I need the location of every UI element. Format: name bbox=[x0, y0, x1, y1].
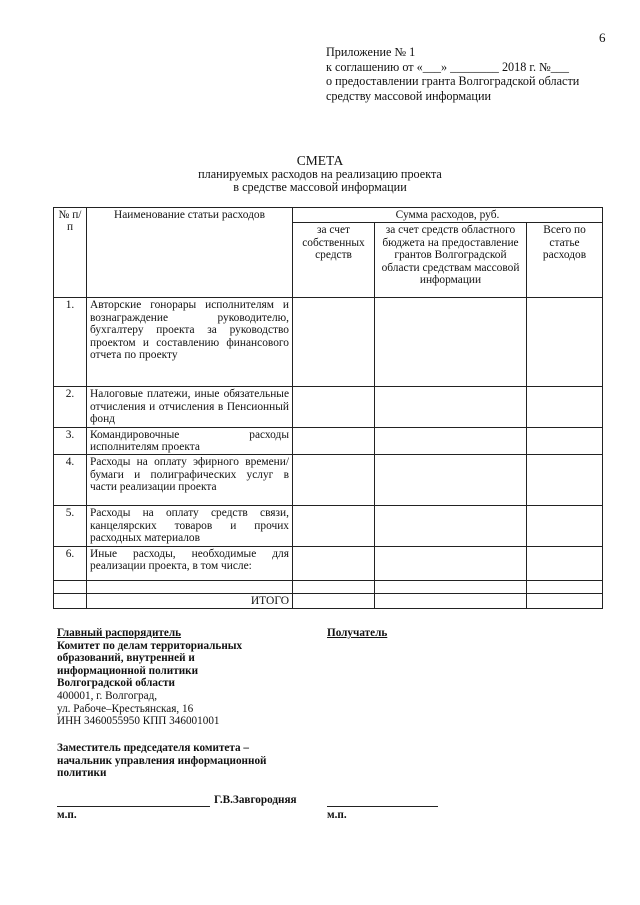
grantor-org-line-2: образований, внутренней и bbox=[57, 652, 195, 665]
header-number: № п/п bbox=[54, 208, 87, 298]
appendix-line-4: средству массовой информации bbox=[326, 88, 492, 103]
cell-own bbox=[293, 427, 375, 455]
cell-total bbox=[527, 546, 603, 580]
table-row bbox=[54, 298, 603, 387]
cell-own bbox=[293, 580, 375, 593]
table-row-empty bbox=[54, 580, 603, 593]
recipient-heading: Получатель bbox=[327, 627, 388, 639]
grantor-heading: Главный распорядитель bbox=[57, 627, 182, 639]
cell-total bbox=[527, 427, 603, 455]
title-line-2: планируемых расходов на реализацию проекта bbox=[198, 166, 442, 181]
cell-own bbox=[293, 506, 375, 546]
row-number: 6. bbox=[54, 546, 87, 580]
estimate-table bbox=[53, 207, 603, 609]
title-heading: СМЕТА bbox=[296, 153, 344, 168]
cell-budget bbox=[375, 298, 527, 387]
cell-total bbox=[527, 506, 603, 546]
cell-budget bbox=[375, 427, 527, 455]
grantor-address-line-2: ул. Рабоче–Крестьянская, 16 bbox=[57, 702, 194, 715]
grantor-block bbox=[57, 627, 317, 728]
recipient-seal-label: м.п. bbox=[327, 809, 347, 821]
cell-own bbox=[293, 298, 375, 387]
position-line-3: политики bbox=[57, 767, 107, 780]
cell-budget bbox=[375, 580, 527, 593]
row-number: 2. bbox=[54, 387, 87, 427]
signer-name: Г.В.Завгородняя bbox=[214, 794, 297, 806]
grantor-seal-label: м.п. bbox=[57, 809, 77, 821]
row-name: Расходы на оплату эфирного времени/бумаги и полиграфических услуг в части реализации проекта bbox=[87, 455, 293, 506]
header-sum: Сумма расходов, руб. bbox=[293, 208, 603, 223]
cell-empty bbox=[54, 593, 87, 608]
row-number: 3. bbox=[54, 427, 87, 455]
title-line-3: в средстве массовой информации bbox=[233, 180, 407, 194]
row-number: 4. bbox=[54, 455, 87, 506]
table-row bbox=[54, 506, 603, 546]
table-row bbox=[54, 455, 603, 506]
table-row bbox=[54, 546, 603, 580]
table-header-row-1 bbox=[54, 208, 603, 223]
cell-budget bbox=[375, 455, 527, 506]
cell-own bbox=[293, 387, 375, 427]
header-own-funds: за счет собственных средств bbox=[293, 223, 375, 298]
row-number: 5. bbox=[54, 506, 87, 546]
table-row bbox=[54, 387, 603, 427]
total-label: ИТОГО bbox=[87, 593, 293, 608]
cell-total bbox=[527, 298, 603, 387]
row-name: Командировочные расходы исполнителям проекта bbox=[87, 427, 293, 455]
cell-total bbox=[527, 455, 603, 506]
grantor-address-line-1: 400001, г. Волгоград, bbox=[57, 689, 158, 702]
position-line-2: начальник управления информационной bbox=[57, 754, 267, 767]
row-name: Налоговые платежи, иные обязательные отчисления и отчисления в Пенсионный фонд bbox=[87, 387, 293, 427]
header-total: Всего по статье расходов bbox=[527, 223, 603, 298]
grantor-signature-line bbox=[57, 806, 210, 807]
cell-empty bbox=[87, 580, 293, 593]
cell-budget bbox=[375, 593, 527, 608]
row-number: 1. bbox=[54, 298, 87, 387]
cell-own bbox=[293, 593, 375, 608]
cell-budget bbox=[375, 387, 527, 427]
grantor-org-line-4: Волгоградской области bbox=[57, 677, 175, 690]
cell-budget bbox=[375, 546, 527, 580]
cell-own bbox=[293, 546, 375, 580]
cell-own bbox=[293, 455, 375, 506]
document-title bbox=[0, 154, 640, 195]
grantor-org-line-1: Комитет по делам территориальных bbox=[57, 639, 243, 652]
cell-budget bbox=[375, 506, 527, 546]
cell-total bbox=[527, 387, 603, 427]
appendix-header bbox=[326, 45, 579, 103]
cell-empty bbox=[54, 580, 87, 593]
signer-position bbox=[57, 742, 317, 780]
header-name: Наименование статьи расходов bbox=[87, 208, 293, 298]
grantor-inn: ИНН 3460055950 КПП 346001001 bbox=[57, 715, 220, 728]
grantor-org-line-3: информационной политики bbox=[57, 664, 199, 677]
position-line-1: Заместитель председателя комитета – bbox=[57, 742, 250, 754]
row-name: Расходы на оплату средств связи, канцелярских товаров и прочих расходных материалов bbox=[87, 506, 293, 546]
table-row bbox=[54, 427, 603, 455]
cell-total bbox=[527, 580, 603, 593]
cell-total bbox=[527, 593, 603, 608]
page-number: 6 bbox=[599, 30, 606, 45]
recipient-signature-line bbox=[327, 806, 438, 807]
appendix-line-1: Приложение № 1 bbox=[326, 45, 416, 59]
appendix-line-3: о предоставлении гранта Волгоградской области bbox=[326, 74, 580, 88]
header-budget-funds: за счет средств областного бюджета на предоставление грантов Волгоградской области средствам массовой информации bbox=[375, 223, 527, 298]
appendix-line-2: к соглашению от «___» ________ 2018 г. №___ bbox=[326, 59, 569, 74]
row-name: Иные расходы, необходимые для реализации проекта, в том числе: bbox=[87, 546, 293, 580]
table-total-row bbox=[54, 593, 603, 608]
row-name: Авторские гонорары исполнителям и вознаграждение руководителю, бухгалтеру проекта за руководство проектом и составлению финансового отчета по проекту bbox=[87, 298, 293, 387]
